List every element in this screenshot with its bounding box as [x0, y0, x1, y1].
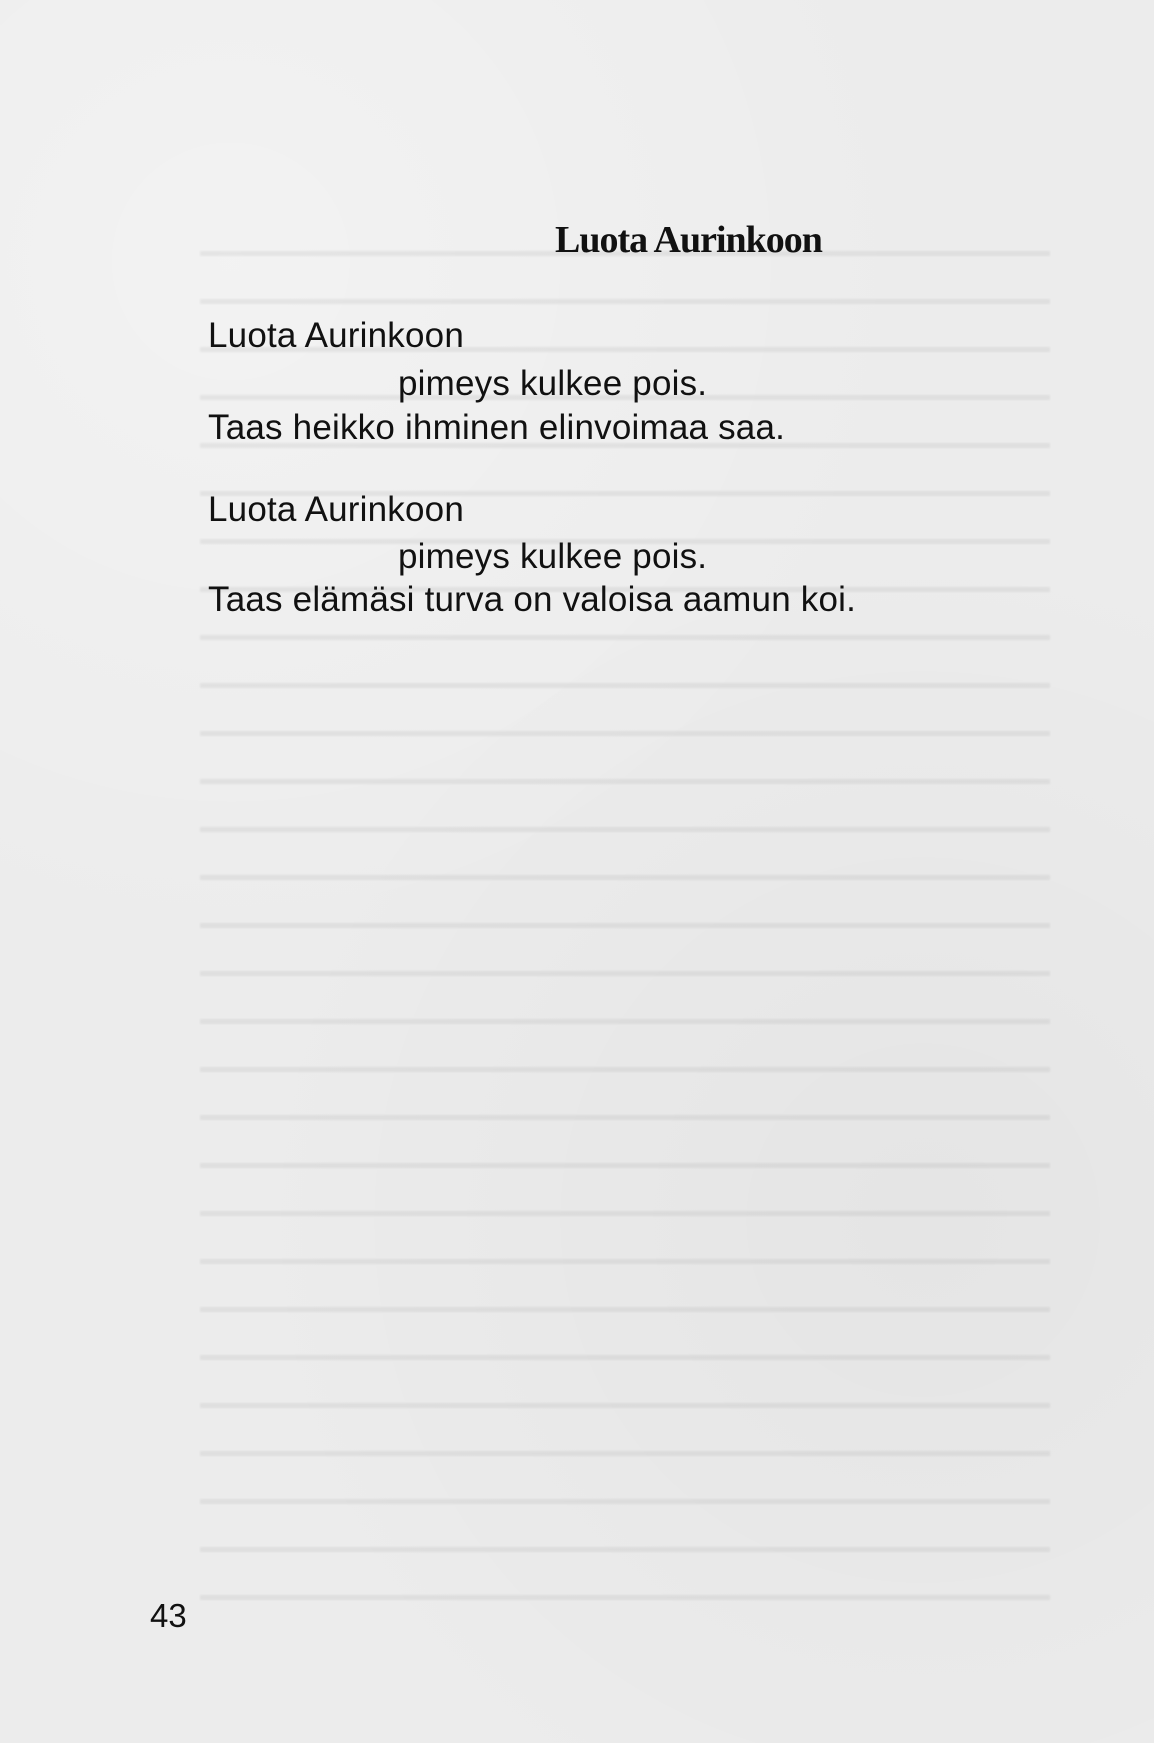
poem-title: Luota Aurinkoon [555, 219, 822, 261]
poem-line-6: Taas elämäsi turva on valoisa aamun koi. [208, 580, 857, 619]
poem-line-5: pimeys kulkee pois. [398, 537, 708, 576]
poem-line-2: pimeys kulkee pois. [398, 364, 708, 403]
poem-line-3: Taas heikko ihminen elinvoimaa saa. [208, 408, 786, 447]
poem-line-1: Luota Aurinkoon [208, 316, 464, 355]
page-number: 43 [150, 1597, 187, 1634]
poem-line-4: Luota Aurinkoon [208, 490, 464, 529]
